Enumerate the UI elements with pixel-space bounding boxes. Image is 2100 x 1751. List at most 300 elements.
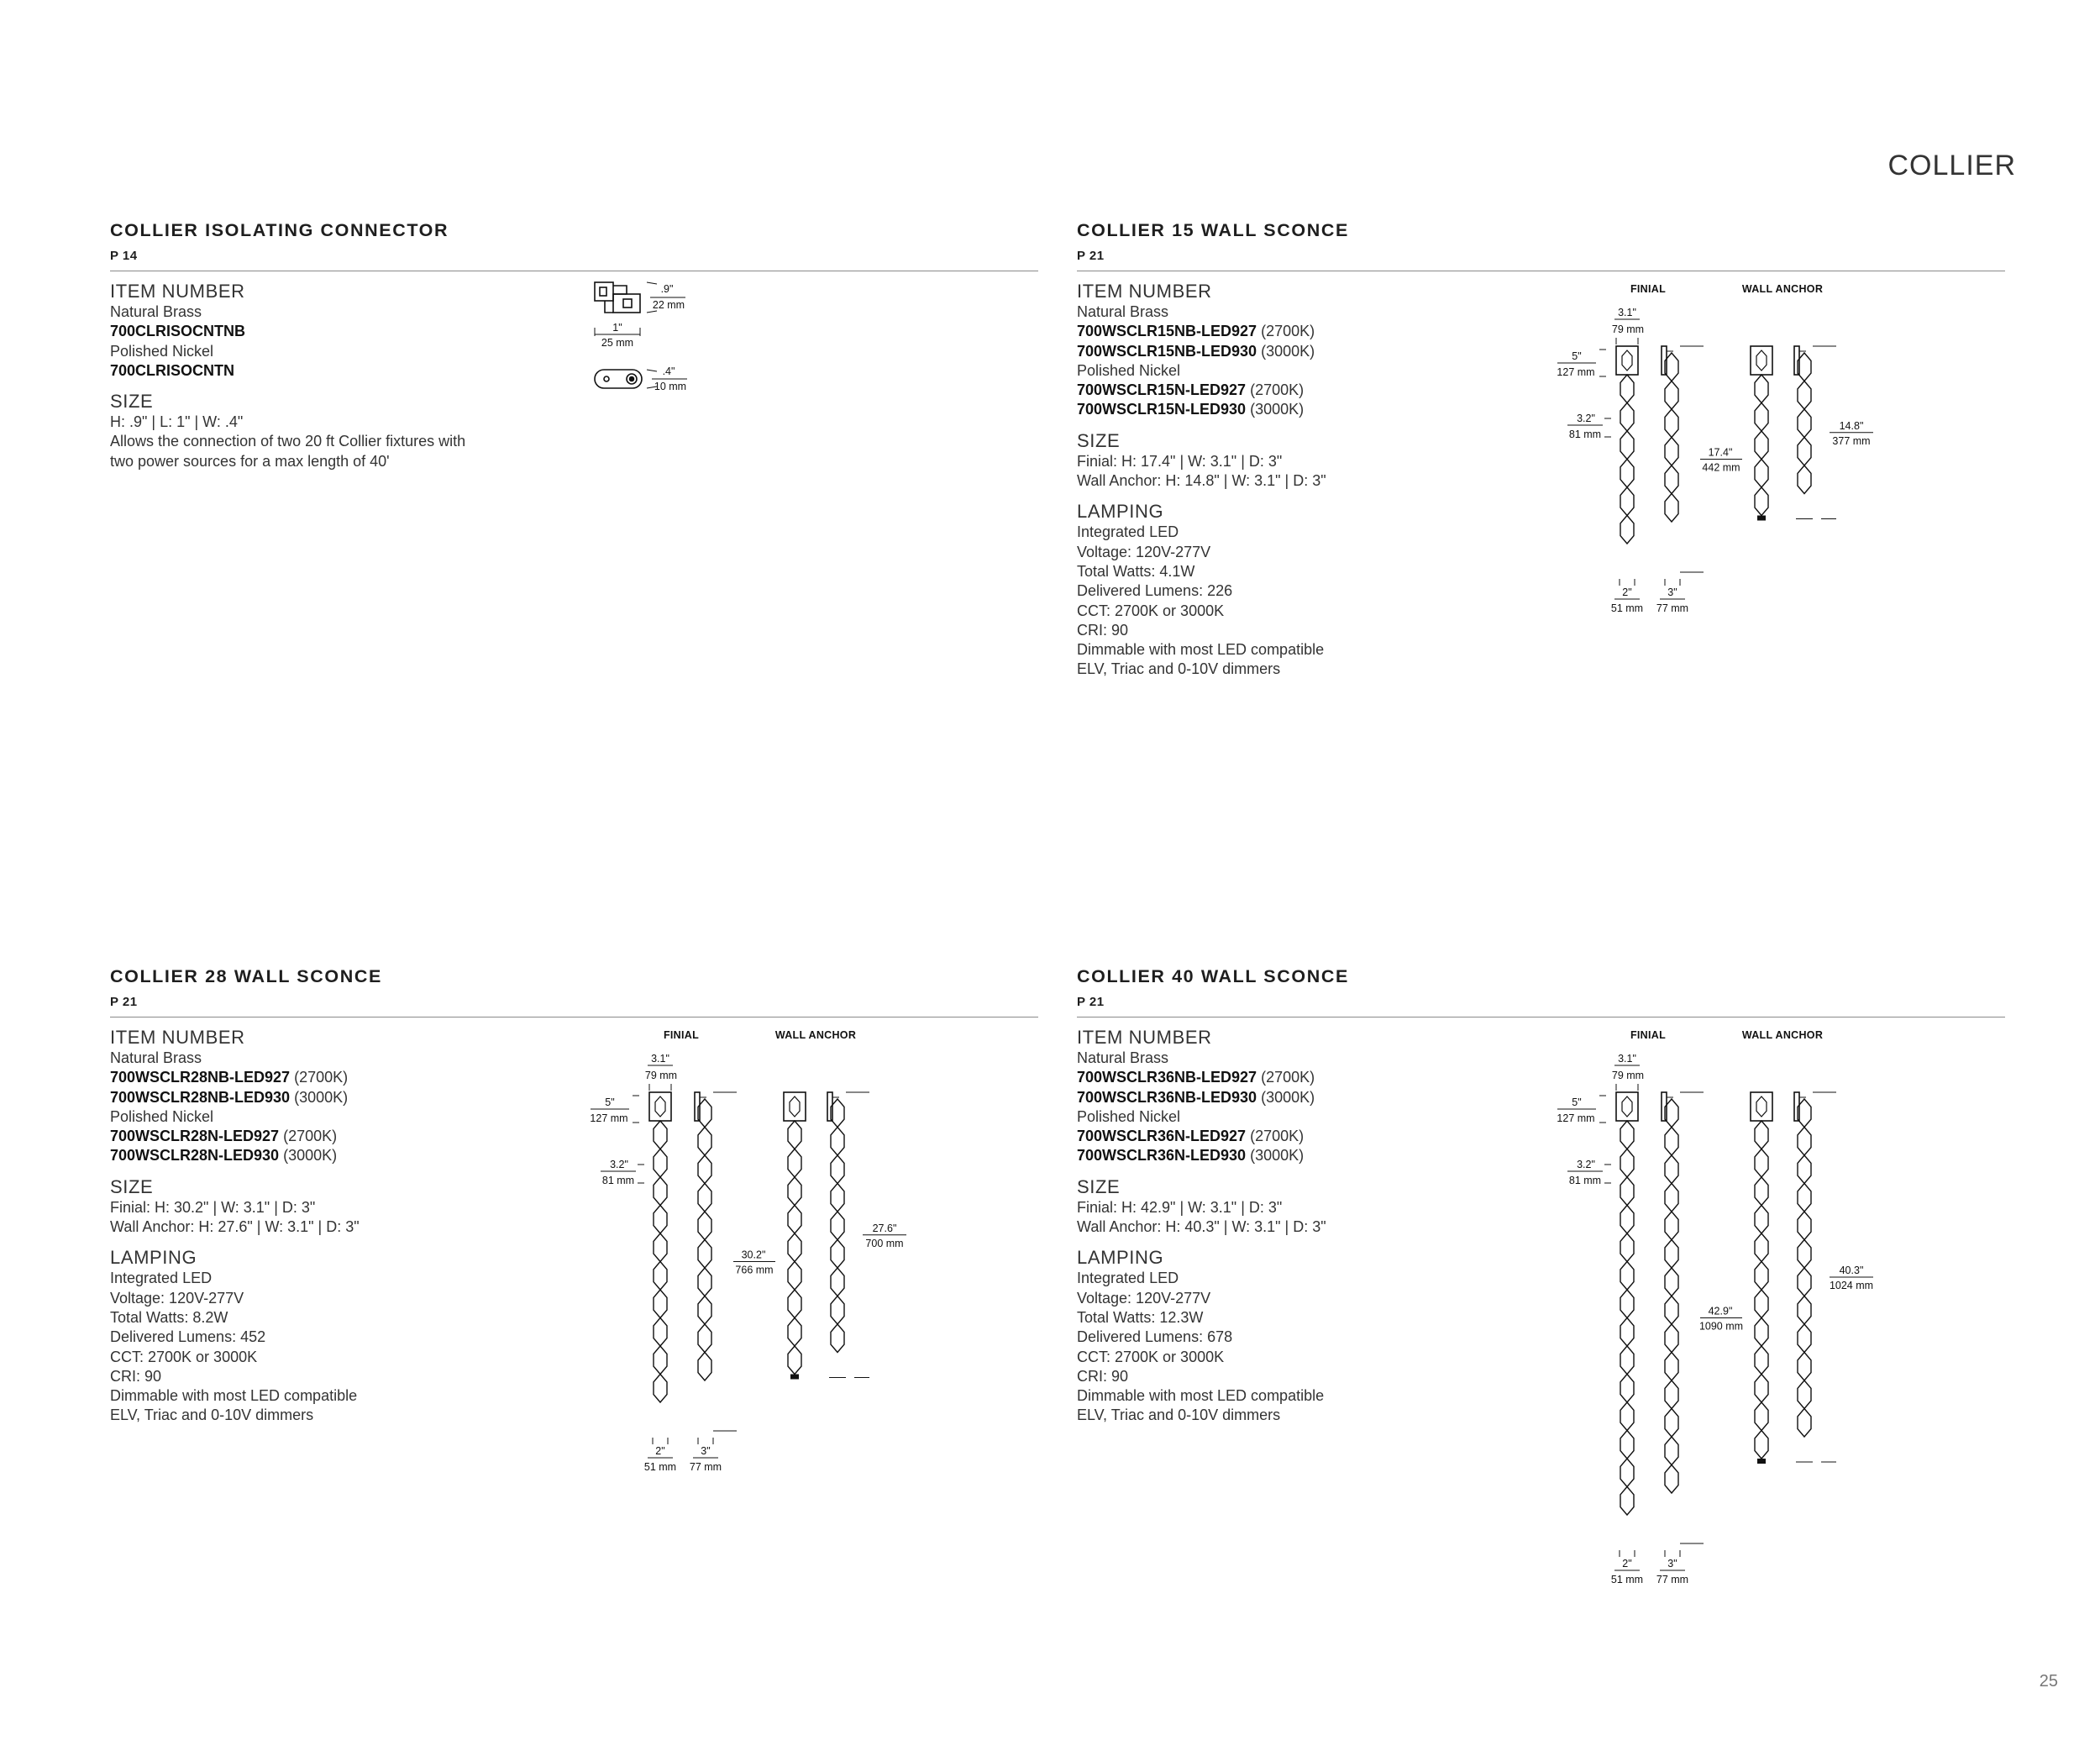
anchor-front-chain bbox=[788, 1121, 801, 1375]
dim-height-in: .9" bbox=[660, 283, 674, 295]
item-code: 700WSCLR28N-LED927 bbox=[110, 1128, 280, 1145]
section-collier-28-wall-sconce bbox=[110, 966, 1038, 1473]
chain-link bbox=[831, 1268, 844, 1296]
chain-link bbox=[1620, 1177, 1634, 1206]
chain-link bbox=[1755, 1290, 1768, 1318]
anchor-end-cap bbox=[790, 1375, 799, 1380]
chain-link bbox=[1665, 1324, 1678, 1353]
chain-link bbox=[654, 1149, 667, 1178]
sconce-drawing bbox=[589, 1023, 908, 1481]
connector-drawing bbox=[593, 279, 744, 405]
chain-link bbox=[1665, 1437, 1678, 1465]
chain-link bbox=[1620, 1233, 1634, 1262]
chain-link bbox=[1755, 1431, 1768, 1459]
sconce-diagram bbox=[589, 1023, 908, 1481]
chain-link bbox=[831, 1155, 844, 1184]
chain-link bbox=[1620, 1431, 1634, 1459]
anchor-end-cap bbox=[1757, 1459, 1766, 1464]
wall-anchor-label: WALL ANCHOR bbox=[1741, 1029, 1824, 1041]
dim-height-mm: 22 mm bbox=[652, 299, 685, 311]
chain-link bbox=[1755, 1177, 1768, 1206]
chain-link bbox=[698, 1353, 711, 1381]
dim-arrow bbox=[647, 311, 657, 313]
chain-link bbox=[698, 1324, 711, 1353]
item-code: 700WSCLR15N-LED930 bbox=[1077, 401, 1247, 418]
lamping-line: Integrated LED bbox=[1077, 523, 1179, 541]
connector-body-left bbox=[595, 282, 613, 301]
section-collier-15-wall-sconce bbox=[1077, 220, 2005, 678]
chain-link bbox=[1755, 1206, 1768, 1234]
finial-canopy-link bbox=[1622, 350, 1632, 371]
chain-link bbox=[1620, 1375, 1634, 1403]
chain-link bbox=[1620, 516, 1634, 544]
chain-link bbox=[1620, 1318, 1634, 1347]
item-code: 700WSCLR36NB-LED927 bbox=[1077, 1069, 1257, 1086]
anchor-canopy-link bbox=[1756, 350, 1767, 371]
connector-bridge bbox=[613, 286, 627, 294]
chain-link bbox=[788, 1290, 801, 1318]
dim-finial-height-mm: 766 mm bbox=[735, 1264, 774, 1276]
size-line: Finial: H: 42.9" | W: 3.1" | D: 3" bbox=[1077, 1198, 1283, 1216]
section-title: COLLIER 28 WALL SCONCE bbox=[110, 966, 382, 986]
chain-link bbox=[1665, 1465, 1678, 1494]
item-cct: (2700K) bbox=[279, 1128, 338, 1145]
connector-port-inner bbox=[630, 377, 634, 381]
chain-link bbox=[698, 1296, 711, 1325]
chain-link bbox=[654, 1121, 667, 1149]
item-code-row bbox=[110, 1068, 580, 1087]
section-page-ref: P 21 bbox=[1077, 249, 1105, 263]
connector-slot-right bbox=[623, 299, 632, 308]
item-code: 700WSCLR15NB-LED927 bbox=[1077, 323, 1257, 340]
finial-front-chain bbox=[1620, 375, 1634, 544]
size-line: Wall Anchor: H: 40.3" | W: 3.1" | D: 3" bbox=[1077, 1218, 1326, 1236]
section-title: COLLIER 40 WALL SCONCE bbox=[1077, 966, 1349, 986]
chain-link bbox=[831, 1128, 844, 1156]
item-number-heading: ITEM NUMBER bbox=[110, 281, 245, 302]
lamping-line: CCT: 2700K or 3000K bbox=[1077, 602, 1225, 619]
dim-finial-height-in: 17.4" bbox=[1708, 446, 1733, 459]
size-line: Wall Anchor: H: 14.8" | W: 3.1" | D: 3" bbox=[1077, 472, 1326, 490]
chain-link bbox=[788, 1262, 801, 1291]
dim-arrow bbox=[647, 370, 657, 371]
lamping-line: ELV, Triac and 0-10V dimmers bbox=[1077, 660, 1281, 678]
wall-anchor-label: WALL ANCHOR bbox=[774, 1029, 857, 1041]
dim-projection-mm: 127 mm bbox=[1557, 366, 1595, 378]
anchor-canopy-link bbox=[1756, 1096, 1767, 1117]
chain-link bbox=[654, 1346, 667, 1375]
dim-projection-in: 5" bbox=[1572, 350, 1582, 362]
chain-link bbox=[1755, 487, 1768, 516]
chain-link bbox=[654, 1318, 667, 1347]
section-page-ref: P 14 bbox=[110, 249, 138, 263]
size-heading: SIZE bbox=[110, 391, 154, 413]
finish-name: Polished Nickel bbox=[1077, 1107, 1181, 1125]
item-cct: (2700K) bbox=[290, 1069, 349, 1086]
finial-label: FINIAL bbox=[663, 1029, 700, 1041]
chain-link bbox=[1755, 1149, 1768, 1178]
lamping-line: Delivered Lumens: 226 bbox=[1077, 582, 1233, 600]
chain-link bbox=[1798, 1240, 1811, 1269]
anchor-front-chain bbox=[1755, 1121, 1768, 1459]
dim-spacing-mm: 81 mm bbox=[1568, 429, 1602, 440]
lamping-line: Delivered Lumens: 452 bbox=[110, 1328, 266, 1346]
dim-projection-in: 5" bbox=[605, 1096, 615, 1108]
chain-link bbox=[698, 1128, 711, 1156]
chain-link bbox=[1798, 1296, 1811, 1325]
chain-link bbox=[654, 1375, 667, 1403]
dim-finial-height-in: 30.2" bbox=[741, 1249, 766, 1261]
chain-link bbox=[1798, 1353, 1811, 1381]
chain-link bbox=[1665, 465, 1678, 494]
chain-link bbox=[1798, 1268, 1811, 1296]
chain-link bbox=[1755, 460, 1768, 488]
lamping-line: Dimmable with most LED compatible bbox=[1077, 641, 1325, 659]
connector-diagram bbox=[593, 279, 744, 405]
wall-anchor-label: WALL ANCHOR bbox=[1741, 283, 1824, 295]
chain-link bbox=[1620, 1262, 1634, 1291]
chain-link bbox=[1665, 1268, 1678, 1296]
item-code: 700WSCLR15N-LED927 bbox=[1077, 381, 1247, 399]
chain-link bbox=[1620, 487, 1634, 516]
item-number-heading: ITEM NUMBER bbox=[1077, 1027, 1212, 1048]
item-code-row bbox=[110, 1146, 580, 1165]
dim-top-width-in: 3.1" bbox=[651, 1053, 669, 1065]
item-code-row bbox=[1077, 1127, 1547, 1146]
spec-info bbox=[110, 281, 580, 471]
lamping-line: CRI: 90 bbox=[110, 1367, 162, 1385]
spec-info bbox=[1077, 281, 1547, 680]
chain-link bbox=[1798, 1380, 1811, 1409]
lamping-heading: LAMPING bbox=[110, 1247, 197, 1269]
chain-link bbox=[1798, 438, 1811, 466]
size-heading: SIZE bbox=[1077, 429, 1121, 451]
chain-link bbox=[1755, 1121, 1768, 1149]
chain-link bbox=[831, 1296, 844, 1325]
finial-canopy-link bbox=[655, 1096, 665, 1117]
chain-link bbox=[1620, 460, 1634, 488]
dim-bottom-b-in: 3" bbox=[701, 1445, 711, 1457]
chain-link bbox=[788, 1149, 801, 1178]
item-cct: (2700K) bbox=[1257, 323, 1315, 340]
section-title: COLLIER ISOLATING CONNECTOR bbox=[110, 220, 449, 240]
chain-link bbox=[1620, 1402, 1634, 1431]
chain-link bbox=[1665, 494, 1678, 523]
item-code-row bbox=[110, 1088, 580, 1107]
chain-link bbox=[1665, 1184, 1678, 1212]
dim-length-in: 1" bbox=[612, 322, 622, 334]
lamping-line: Voltage: 120V-277V bbox=[1077, 543, 1211, 560]
lamping-heading: LAMPING bbox=[1077, 1247, 1164, 1269]
chain-link bbox=[831, 1324, 844, 1353]
dim-spacing-in: 3.2" bbox=[1577, 1159, 1595, 1170]
item-code-row bbox=[1077, 381, 1547, 400]
chain-link bbox=[788, 1318, 801, 1347]
item-code: 700WSCLR36NB-LED930 bbox=[1077, 1088, 1257, 1106]
sconce-drawing bbox=[1556, 1023, 1875, 1594]
chain-link bbox=[1755, 1262, 1768, 1291]
finish-name: Natural Brass bbox=[110, 303, 202, 320]
dim-bottom-b-mm: 77 mm bbox=[1656, 1574, 1689, 1585]
lamping-line: Voltage: 120V-277V bbox=[1077, 1289, 1211, 1307]
item-cct: (2700K) bbox=[1246, 1128, 1305, 1145]
finial-front-chain bbox=[654, 1121, 667, 1402]
dim-projection-in: 5" bbox=[1572, 1096, 1582, 1108]
finish-name: Natural Brass bbox=[1077, 303, 1169, 320]
size-line: H: .9" | L: 1" | W: .4" bbox=[110, 413, 244, 431]
chain-link bbox=[1620, 1121, 1634, 1149]
chain-link bbox=[698, 1268, 711, 1296]
dim-finial-height-mm: 1090 mm bbox=[1698, 1320, 1744, 1333]
lamping-line: CCT: 2700K or 3000K bbox=[1077, 1348, 1225, 1365]
chain-link bbox=[698, 1240, 711, 1269]
lamping-line: Integrated LED bbox=[1077, 1270, 1179, 1287]
chain-link bbox=[831, 1212, 844, 1240]
item-cct: (3000K) bbox=[1246, 1147, 1305, 1165]
item-code-row bbox=[1077, 1088, 1547, 1107]
finish-name: Polished Nickel bbox=[110, 1107, 214, 1125]
item-code-row bbox=[1077, 400, 1547, 419]
finial-label: FINIAL bbox=[1630, 1029, 1667, 1041]
chain-link bbox=[1665, 438, 1678, 466]
finish-name: Polished Nickel bbox=[1077, 361, 1181, 379]
chain-link bbox=[698, 1212, 711, 1240]
connector-edge bbox=[605, 301, 613, 313]
dim-bottom-a-mm: 51 mm bbox=[1610, 602, 1644, 614]
anchor-canopy-link bbox=[790, 1096, 800, 1117]
sconce-diagram bbox=[1556, 277, 1875, 623]
chain-link bbox=[1798, 1324, 1811, 1353]
chain-link bbox=[1665, 1155, 1678, 1184]
chain-link bbox=[1798, 381, 1811, 410]
section-page-ref: P 21 bbox=[110, 995, 138, 1009]
lamping-line: Total Watts: 8.2W bbox=[110, 1308, 228, 1326]
item-code-row bbox=[1077, 1146, 1547, 1165]
chain-link bbox=[1620, 431, 1634, 460]
anchor-front-chain bbox=[1755, 375, 1768, 516]
lamping-line: Dimmable with most LED compatible bbox=[1077, 1387, 1325, 1405]
dim-bottom-a-mm: 51 mm bbox=[1610, 1574, 1644, 1585]
chain-link bbox=[788, 1121, 801, 1149]
chain-link bbox=[654, 1206, 667, 1234]
anchor-side-chain bbox=[831, 1099, 844, 1353]
dim-finial-height-in: 42.9" bbox=[1708, 1305, 1733, 1317]
dim-length-mm: 25 mm bbox=[601, 337, 634, 349]
connector-body-right bbox=[613, 294, 640, 313]
chain-link bbox=[1755, 1318, 1768, 1347]
dim-bottom-b-mm: 77 mm bbox=[1656, 602, 1689, 614]
chain-link bbox=[1798, 465, 1811, 494]
size-heading: SIZE bbox=[110, 1175, 154, 1197]
dim-width-in: .4" bbox=[662, 365, 675, 377]
chain-link bbox=[1665, 1409, 1678, 1438]
chain-link bbox=[1620, 1149, 1634, 1178]
dim-bottom-a-in: 2" bbox=[1622, 1558, 1632, 1570]
item-code: 700CLRISOCNTNB bbox=[110, 323, 246, 340]
chain-link bbox=[1620, 375, 1634, 403]
chain-link bbox=[1620, 1206, 1634, 1234]
anchor-side-chain bbox=[1798, 1099, 1811, 1437]
dim-bottom-b-in: 3" bbox=[1667, 1558, 1677, 1570]
item-cct: (3000K) bbox=[1257, 342, 1315, 360]
chain-link bbox=[1755, 1233, 1768, 1262]
item-code: 700WSCLR15NB-LED930 bbox=[1077, 342, 1257, 360]
section-page-ref: P 21 bbox=[1077, 995, 1105, 1009]
lamping-line: ELV, Triac and 0-10V dimmers bbox=[1077, 1407, 1281, 1424]
sconce-diagram bbox=[1556, 1023, 1875, 1594]
item-code: 700WSCLR36N-LED927 bbox=[1077, 1128, 1247, 1145]
dim-anchor-height-in: 14.8" bbox=[1839, 419, 1864, 432]
lamping-line: CRI: 90 bbox=[1077, 621, 1129, 639]
dim-spacing-mm: 81 mm bbox=[1568, 1175, 1602, 1186]
finial-front-chain bbox=[1620, 1121, 1634, 1515]
chain-link bbox=[1620, 1346, 1634, 1375]
chain-link bbox=[1755, 403, 1768, 432]
anchor-end-cap bbox=[1757, 516, 1766, 521]
chain-link bbox=[1798, 1212, 1811, 1240]
chain-link bbox=[1755, 1402, 1768, 1431]
item-code-row bbox=[1077, 322, 1547, 341]
dim-projection-mm: 127 mm bbox=[590, 1112, 628, 1124]
lamping-line: ELV, Triac and 0-10V dimmers bbox=[110, 1407, 314, 1424]
finial-side-chain bbox=[1665, 1099, 1678, 1493]
finish-name: Natural Brass bbox=[1077, 1049, 1169, 1066]
item-number-heading: ITEM NUMBER bbox=[1077, 281, 1212, 302]
chain-link bbox=[1665, 381, 1678, 410]
size-heading: SIZE bbox=[1077, 1175, 1121, 1197]
dim-top-width-in: 3.1" bbox=[1618, 1053, 1636, 1065]
chain-link bbox=[1665, 1212, 1678, 1240]
chain-link bbox=[1665, 1380, 1678, 1409]
dim-anchor-height-mm: 700 mm bbox=[865, 1237, 904, 1249]
lamping-line: Total Watts: 12.3W bbox=[1077, 1308, 1204, 1326]
chain-link bbox=[1755, 1346, 1768, 1375]
chain-link bbox=[1620, 1290, 1634, 1318]
chain-link bbox=[788, 1177, 801, 1206]
connector-slot-left bbox=[600, 287, 606, 296]
item-code: 700WSCLR28NB-LED930 bbox=[110, 1088, 291, 1106]
chain-link bbox=[1665, 1240, 1678, 1269]
dim-bottom-a-in: 2" bbox=[1622, 586, 1632, 598]
chain-link bbox=[654, 1177, 667, 1206]
finial-side-chain bbox=[698, 1099, 711, 1380]
item-code-row bbox=[1077, 1068, 1547, 1087]
chain-link bbox=[1798, 1409, 1811, 1438]
item-number-heading: ITEM NUMBER bbox=[110, 1027, 245, 1048]
chain-link bbox=[788, 1206, 801, 1234]
item-cct: (3000K) bbox=[1246, 401, 1305, 418]
finial-side-chain bbox=[1665, 353, 1678, 522]
chain-link bbox=[1620, 1487, 1634, 1516]
lamping-line: CRI: 90 bbox=[1077, 1367, 1129, 1385]
chain-link bbox=[1755, 1375, 1768, 1403]
dim-bottom-b-mm: 77 mm bbox=[689, 1461, 722, 1473]
item-code: 700WSCLR36N-LED930 bbox=[1077, 1147, 1247, 1165]
chain-link bbox=[1665, 1353, 1678, 1381]
dim-bottom-b-in: 3" bbox=[1667, 586, 1677, 598]
size-line: Wall Anchor: H: 27.6" | W: 3.1" | D: 3" bbox=[110, 1218, 360, 1236]
chain-link bbox=[654, 1262, 667, 1291]
lamping-line: Dimmable with most LED compatible bbox=[110, 1387, 358, 1405]
item-cct: (3000K) bbox=[290, 1088, 349, 1106]
finish-name: Polished Nickel bbox=[110, 342, 214, 360]
chain-link bbox=[1798, 1155, 1811, 1184]
chain-link bbox=[698, 1155, 711, 1184]
dim-spacing-in: 3.2" bbox=[610, 1159, 628, 1170]
size-line: Allows the connection of two 20 ft Collier fixtures with bbox=[110, 433, 466, 450]
lamping-line: Voltage: 120V-277V bbox=[110, 1289, 244, 1307]
spec-info bbox=[110, 1027, 580, 1426]
lamping-line: Total Watts: 4.1W bbox=[1077, 562, 1195, 580]
chain-link bbox=[1798, 1184, 1811, 1212]
item-cct: (2700K) bbox=[1257, 1069, 1315, 1086]
item-cct: (3000K) bbox=[1257, 1088, 1315, 1106]
size-line: two power sources for a max length of 40' bbox=[110, 452, 390, 470]
lamping-line: Integrated LED bbox=[110, 1270, 213, 1287]
lamping-heading: LAMPING bbox=[1077, 501, 1164, 523]
chain-link bbox=[1665, 1296, 1678, 1325]
finial-canopy-link bbox=[1622, 1096, 1632, 1117]
chain-link bbox=[831, 1184, 844, 1212]
chain-link bbox=[788, 1346, 801, 1375]
item-code-row bbox=[110, 1127, 580, 1146]
dim-anchor-height-in: 27.6" bbox=[872, 1222, 897, 1234]
connector-hole bbox=[604, 376, 609, 381]
dim-bottom-a-in: 2" bbox=[655, 1445, 665, 1457]
brand-title: COLLIER bbox=[1887, 150, 2016, 181]
lamping-line: Delivered Lumens: 678 bbox=[1077, 1328, 1233, 1346]
item-code: 700WSCLR28N-LED930 bbox=[110, 1147, 280, 1165]
item-code-row bbox=[110, 322, 580, 341]
item-cct: (2700K) bbox=[1246, 381, 1305, 399]
size-line: Finial: H: 17.4" | W: 3.1" | D: 3" bbox=[1077, 452, 1283, 470]
chain-link bbox=[698, 1184, 711, 1212]
dim-finial-height-mm: 442 mm bbox=[1702, 461, 1740, 474]
finial-label: FINIAL bbox=[1630, 283, 1667, 295]
chain-link bbox=[1620, 403, 1634, 432]
chain-link bbox=[1620, 1459, 1634, 1487]
chain-link bbox=[1798, 409, 1811, 438]
chain-link bbox=[831, 1240, 844, 1269]
dim-top-width-mm: 79 mm bbox=[1611, 323, 1645, 335]
lamping-line: CCT: 2700K or 3000K bbox=[110, 1348, 258, 1365]
dim-anchor-height-mm: 377 mm bbox=[1832, 434, 1871, 447]
chain-link bbox=[654, 1290, 667, 1318]
chain-link bbox=[1798, 1128, 1811, 1156]
section-title: COLLIER 15 WALL SCONCE bbox=[1077, 220, 1349, 240]
item-cct: (3000K) bbox=[279, 1147, 338, 1165]
item-code: 700WSCLR28NB-LED927 bbox=[110, 1069, 291, 1086]
dim-spacing-in: 3.2" bbox=[1577, 413, 1595, 424]
dim-bottom-a-mm: 51 mm bbox=[643, 1461, 677, 1473]
spec-info bbox=[1077, 1027, 1547, 1426]
dim-top-width-mm: 79 mm bbox=[644, 1070, 678, 1081]
section-collier-40-wall-sconce bbox=[1077, 966, 2005, 1585]
chain-link bbox=[1665, 1128, 1678, 1156]
dim-top-width-mm: 79 mm bbox=[1611, 1070, 1645, 1081]
chain-link bbox=[1755, 431, 1768, 460]
page-number: 25 bbox=[2039, 1672, 2058, 1691]
dim-width-mm: 10 mm bbox=[654, 381, 687, 392]
dim-arrow bbox=[647, 282, 657, 284]
chain-link bbox=[788, 1233, 801, 1262]
connector-top-view bbox=[595, 370, 642, 388]
item-code-row bbox=[110, 361, 580, 381]
chain-link bbox=[1665, 409, 1678, 438]
dim-anchor-height-in: 40.3" bbox=[1839, 1265, 1864, 1276]
item-code: 700CLRISOCNTN bbox=[110, 361, 235, 379]
chain-link bbox=[1755, 375, 1768, 403]
